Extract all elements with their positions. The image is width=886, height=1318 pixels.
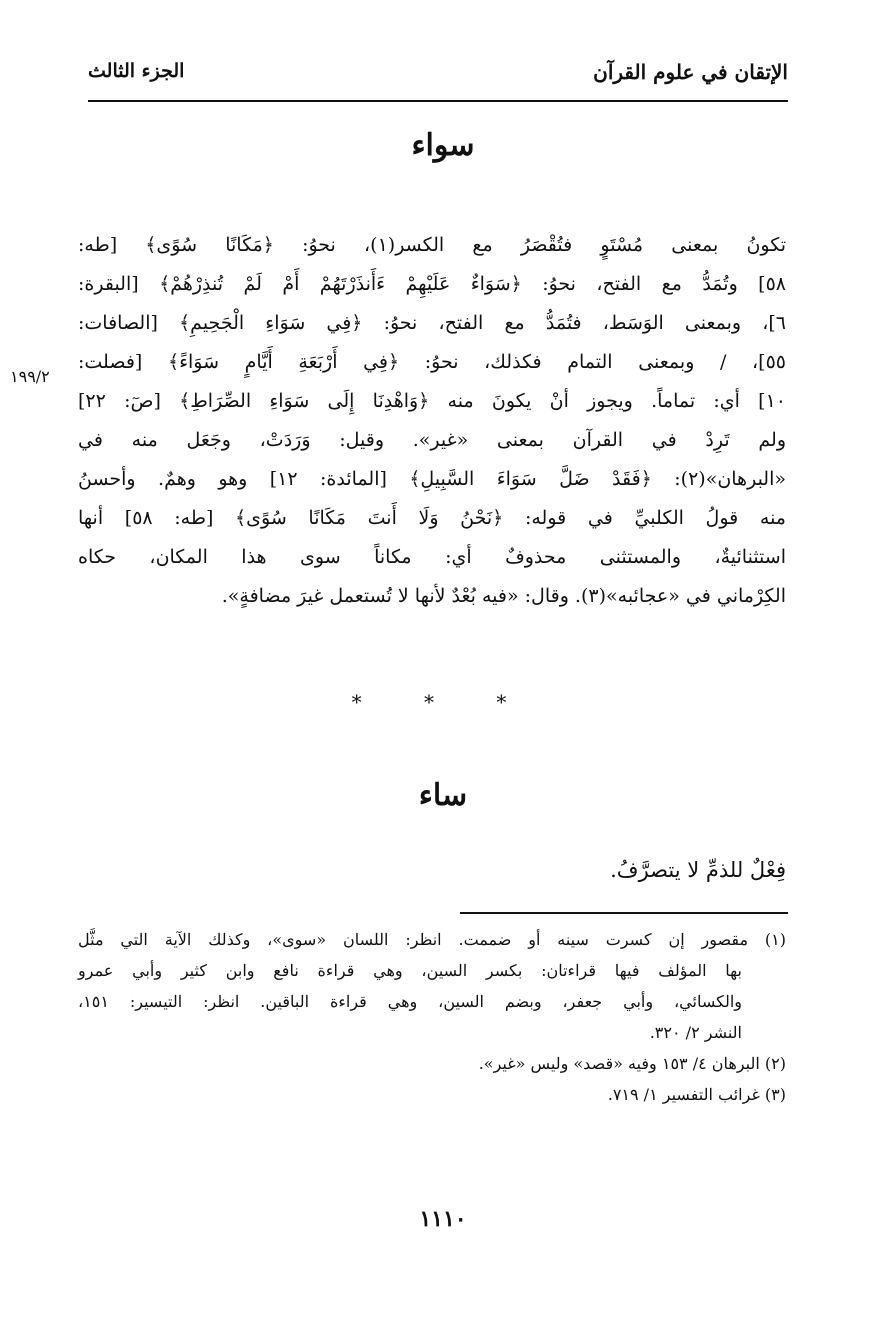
book-title: الإتقان في علوم القرآن (593, 60, 788, 84)
section-separator: * * * (351, 690, 535, 714)
body-line: ١٠] أي: تماماً. ويجوز أنْ يكونَ منه ﴿وَاهْدِنَا إِلَى سَوَاءِ الصِّرَاطِ﴾ [صٓ: ٢٢] (78, 390, 786, 412)
section-heading-sawa: سواء (411, 128, 475, 163)
footnote-line: (٣) غرائب التفسير ١/ ٧١٩. (607, 1085, 786, 1104)
footnote-line: (٢) البرهان ٤/ ١٥٣ وفيه «قصد» وليس «غير». (478, 1054, 786, 1073)
footnote-divider (460, 912, 788, 914)
running-header (88, 56, 788, 102)
body-line: ٥٥]، / وبمعنى التمام فكذلك، نحوُ: ﴿فِي أَرْبَعَةِ أَيَّامٍ سَوَاءً﴾ [فصلت: (78, 351, 786, 373)
body-line: ٦]، وبمعنى الوَسَط، فتُمَدُّ مع الفتح، نحوُ: ﴿فِي سَوَاءِ الْجَحِيمِ﴾ [الصافات: (78, 312, 786, 334)
section-body (78, 226, 786, 616)
section-body-saa: فِعْلٌ للذمِّ لا يتصرَّفُ. (610, 858, 786, 882)
body-line: الكِرْماني في «عجائبه»(٣). وقال: «فيه بُعْدٌ لأنها لا تُستعمل غيرَ مضافةٍ». (221, 585, 786, 607)
footnote-line: والكسائي، وأبي جعفر، وبضم السين، وهي قراءة الباقين. انظر: التيسير: ١٥١، (78, 992, 742, 1011)
page-number: ١١١٠ (419, 1206, 467, 1232)
footnote-line: النشر ٢/ ٣٢٠. (649, 1023, 742, 1042)
footnote-line: بها المؤلف فيها قراءتان: بكسر السين، وهي قراءة نافع وابن كثير وأبي عمرو (78, 961, 742, 980)
footnote-line: (١) مقصور إن كسرت سينه أو ضممت. انظر: اللسان «سوى»، وكذلك الآية التي مثَّل (78, 930, 786, 949)
body-line: ولم تَرِدْ في القرآن بمعنى «غير». وقيل: وَرَدَتْ، وجَعَل منه في (78, 429, 786, 451)
margin-page-reference: ١٩٩/٢ (10, 367, 50, 386)
body-line: استثنائيةٌ، والمستثنى محذوفٌ أي: مكاناً سوى هذا المكان، حكاه (78, 546, 786, 568)
body-line: منه قولُ الكلبيِّ في قوله: ﴿نَحْنُ وَلَا أَنتَ مَكَانًا سُوًى﴾ [طه: ٥٨] أنها (78, 507, 786, 529)
body-line: «البرهان»(٢): ﴿فَقَدْ ضَلَّ سَوَاءَ السَّبِيلِ﴾ [المائدة: ١٢] وهو وهمٌ. وأحسنُ (78, 468, 786, 490)
section-heading-saa: ساء (418, 778, 468, 813)
body-line: ٥٨] وتُمَدُّ مع الفتح، نحوُ: ﴿سَوَاءٌ عَلَيْهِمْ ءَأَنذَرْتَهُمْ أَمْ لَمْ تُنذِرْهُمْ﴾ [البقرة: (78, 273, 786, 295)
body-line: تكونُ بمعنى مُسْتَوٍ فتُقْصَرُ مع الكسر(١)، نحوُ: ﴿مَكَانًا سُوًى﴾ [طه: (78, 234, 786, 256)
footnotes (78, 924, 786, 1110)
volume-label: الجزء الثالث (88, 60, 185, 82)
